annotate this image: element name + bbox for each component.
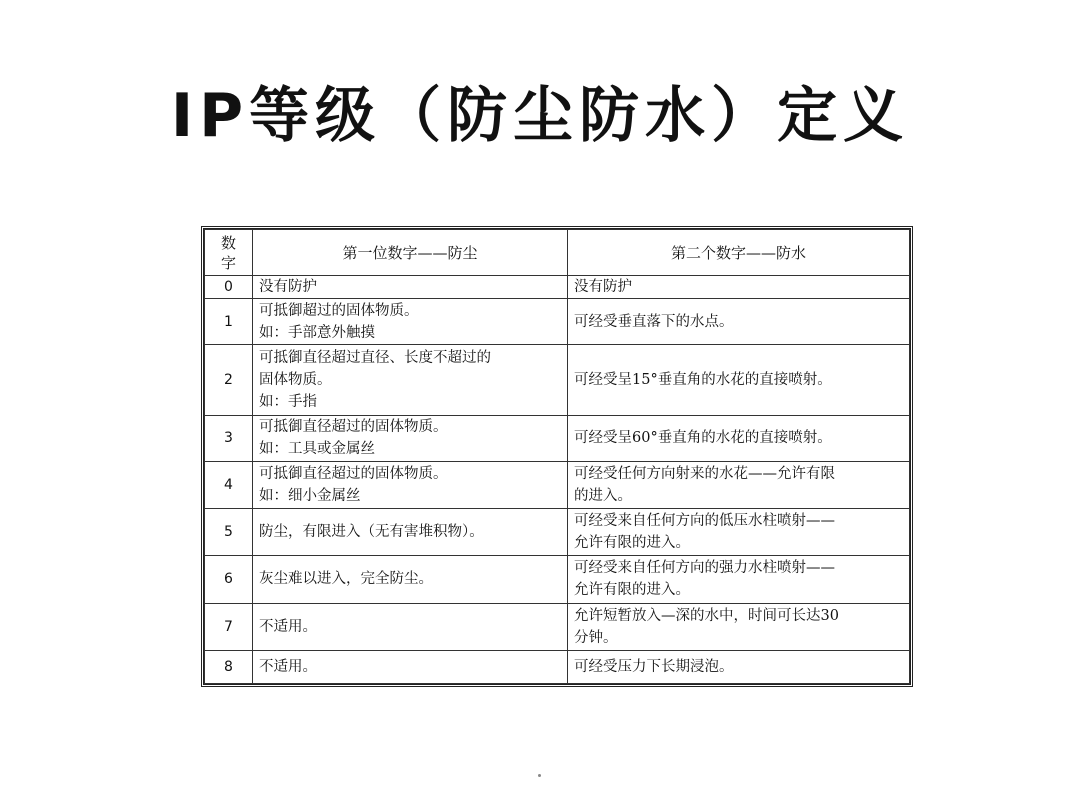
dust-protection-line: 不适用。 — [259, 658, 317, 675]
dust-protection-line: 可抵御直径超过的固体物质。 — [259, 419, 448, 436]
header-first-digit-dust: 第一位数字——防尘 — [253, 230, 568, 276]
water-protection-line: 可经受垂直落下的水点。 — [574, 313, 734, 330]
water-protection-line: 可经受来自任何方向的强力水柱喷射—— — [574, 560, 835, 577]
dust-protection-cell — [253, 276, 568, 299]
page-title: IP等级（防尘防水）定义 — [170, 81, 910, 151]
dust-protection-line: 如：工具或金属丝 — [259, 441, 375, 458]
water-protection-cell — [568, 650, 910, 683]
dust-protection-line: 没有防护 — [259, 279, 317, 296]
water-protection-line: 可经受压力下长期浸泡。 — [574, 658, 734, 675]
ip-digit-cell: 0 — [205, 276, 253, 299]
table-body — [205, 276, 910, 684]
table-row — [205, 415, 910, 461]
dust-protection-line: 可抵御超过的固体物质。 — [259, 302, 419, 319]
ip-digit-cell: 1 — [205, 299, 253, 345]
water-protection-line: 允许短暂放入—深的水中，时间可长达30 — [574, 607, 839, 624]
header-number-line: 数 — [220, 233, 236, 252]
dust-protection-line: 如：手指 — [259, 394, 317, 410]
header-number — [205, 230, 253, 276]
ip-digit-cell: 3 — [205, 415, 253, 461]
dust-protection-cell — [253, 461, 568, 508]
table-row — [205, 276, 910, 299]
dust-protection-line: 防尘，有限进入（无有害堆积物）。 — [259, 524, 484, 541]
water-protection-cell — [568, 603, 910, 650]
table-row — [205, 556, 910, 603]
ip-digit-cell: 5 — [205, 509, 253, 556]
dust-protection-cell — [253, 650, 568, 683]
ip-digit-cell: 7 — [205, 603, 253, 650]
table-row — [205, 603, 910, 650]
water-protection-line: 没有防护 — [574, 279, 632, 296]
dust-protection-line: 灰尘难以进入，完全防尘。 — [259, 571, 433, 588]
header-number-line: 字 — [220, 253, 236, 272]
footer-dot — [538, 774, 541, 777]
water-protection-cell — [568, 509, 910, 556]
ip-digit-cell: 4 — [205, 461, 253, 508]
water-protection-line: 可经受任何方向射来的水花——允许有限 — [574, 466, 835, 482]
header-second-digit-water: 第二个数字——防水 — [568, 230, 910, 276]
ip-digit-cell: 2 — [205, 345, 253, 415]
water-protection-cell — [568, 276, 910, 299]
water-protection-line: 可经受来自任何方向的低压水柱喷射—— — [574, 513, 835, 530]
dust-protection-cell — [253, 603, 568, 650]
table-row — [205, 345, 910, 415]
dust-protection-cell — [253, 299, 568, 345]
dust-protection-line: 可抵御直径超过的固体物质。 — [259, 466, 448, 482]
dust-protection-line: 可抵御直径超过直径、长度不超过的 — [259, 350, 491, 366]
water-protection-line: 的进入。 — [574, 488, 632, 504]
table-row — [205, 650, 910, 683]
table-header-row — [205, 230, 910, 276]
water-protection-line: 允许有限的进入。 — [574, 535, 690, 552]
water-protection-cell — [568, 415, 910, 461]
table-row — [205, 299, 910, 345]
water-protection-cell — [568, 345, 910, 415]
table-row — [205, 461, 910, 508]
ip-rating-table — [204, 229, 910, 684]
ip-digit-cell: 6 — [205, 556, 253, 603]
water-protection-cell — [568, 299, 910, 345]
dust-protection-cell — [253, 345, 568, 415]
water-protection-cell — [568, 461, 910, 508]
dust-protection-line: 如：细小金属丝 — [259, 488, 361, 504]
ip-digit-cell: 8 — [205, 650, 253, 683]
ip-rating-table-frame — [201, 226, 913, 687]
dust-protection-cell — [253, 415, 568, 461]
dust-protection-line: 固体物质。 — [259, 372, 332, 388]
dust-protection-cell — [253, 509, 568, 556]
water-protection-line: 可经受呈15°垂直角的水花的直接喷射。 — [574, 372, 832, 388]
dust-protection-line: 不适用。 — [259, 618, 317, 635]
water-protection-line: 允许有限的进入。 — [574, 582, 690, 599]
dust-protection-line: 如：手部意外触摸 — [259, 324, 375, 341]
water-protection-line: 可经受呈60°垂直角的水花的直接喷射。 — [574, 430, 832, 447]
water-protection-line: 分钟。 — [574, 629, 618, 646]
dust-protection-cell — [253, 556, 568, 603]
water-protection-cell — [568, 556, 910, 603]
table-row — [205, 509, 910, 556]
